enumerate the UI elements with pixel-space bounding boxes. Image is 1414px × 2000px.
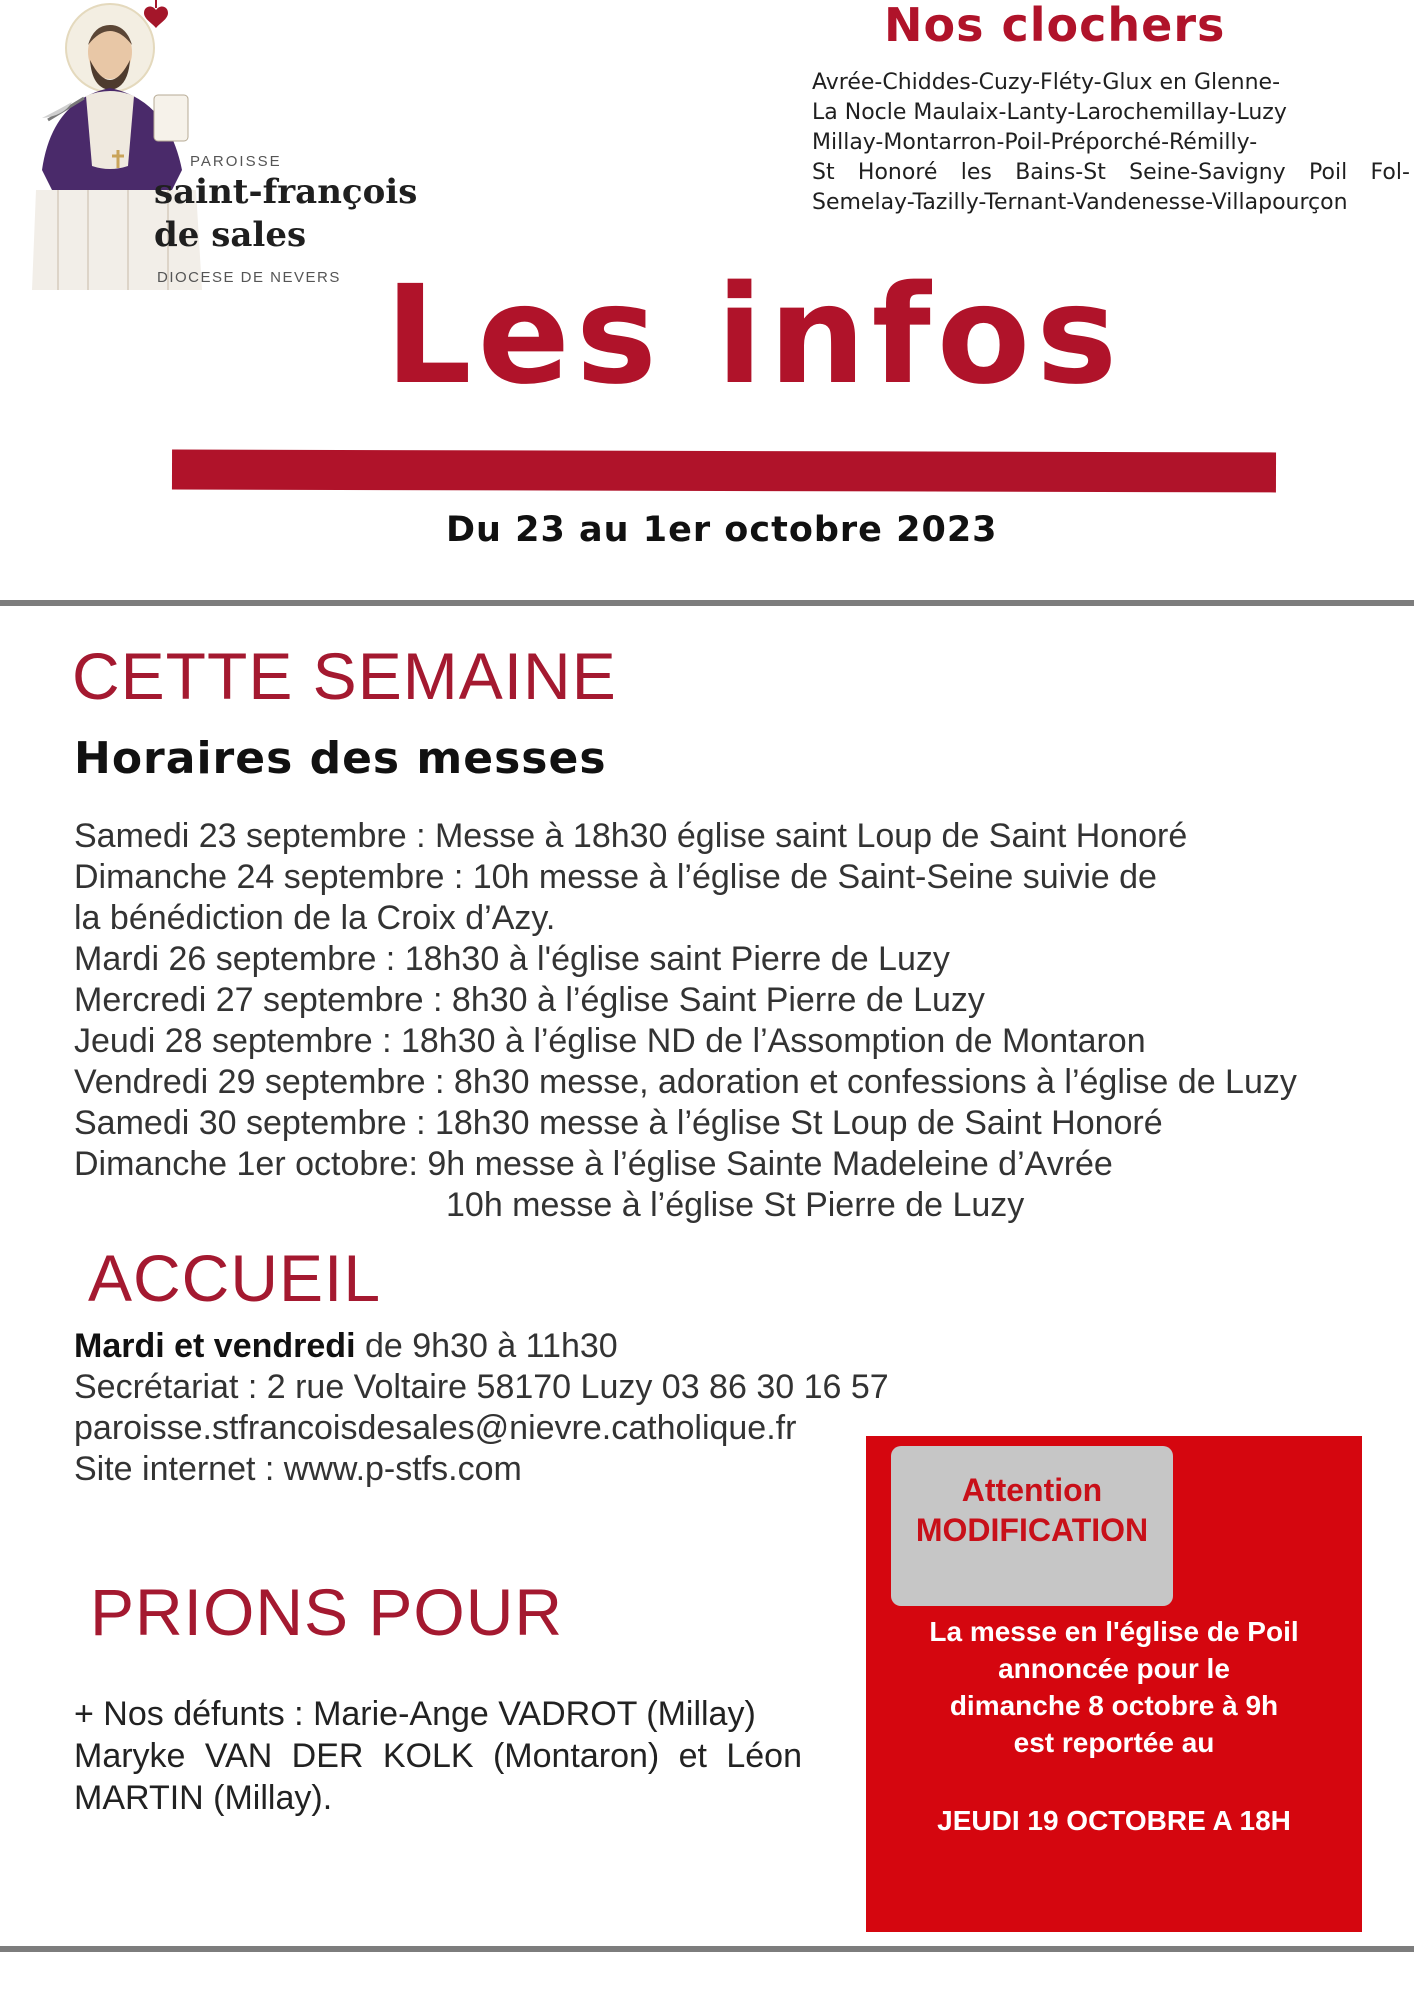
clochers-list [812,68,1412,218]
clochers-title: Nos clochers [884,0,1226,52]
clochers-line-justified: St Honoré les Bains-St Seine-Savigny Poil Fol- [812,160,1410,185]
email-address: paroisse.stfrancoisdesales@nievre.catholique.fr [74,1409,797,1447]
list-item: 10h messe à l’église St Pierre de Luzy [446,1186,1025,1224]
notice-text-line: est reportée au [1013,1727,1215,1758]
date-range: Du 23 au 1er octobre 2023 [446,510,998,550]
logo-paroisse-label: PAROISSE [190,153,282,170]
prions-line: + Nos défunts : Marie-Ange VADROT (Millay) [74,1695,756,1733]
prions-pour-text [74,1693,802,1819]
list-item: Samedi 23 septembre : Messe à 18h30 église saint Loup de Saint Honoré [74,817,1188,855]
opening-hours [74,1326,889,1367]
notice-text-line: dimanche 8 octobre à 9h [949,1690,1279,1721]
logo-diocese-label: DIOCESE DE NEVERS [157,269,341,286]
notice-text-line: La messe en l'église de Poil [929,1616,1299,1647]
logo-parish-name-line2: de sales [154,215,307,255]
notice-modification: MODIFICATION [915,1512,1149,1548]
accueil-info [74,1326,889,1490]
notice-attention: Attention [961,1472,1103,1508]
section-title-accueil: ACCUEIL [88,1241,382,1315]
notice-header [891,1446,1173,1606]
website: Site internet : www.p-stfs.com [74,1450,522,1488]
list-item: Vendredi 29 septembre : 8h30 messe, adoration et confessions à l’église de Luzy [74,1063,1297,1101]
clochers-line: Semelay-Tazilly-Ternant-Vandenesse-Villapourçon [812,190,1348,215]
clochers-line: Millay-Montarron-Poil-Préporché-Rémilly- [812,130,1258,155]
logo-parish-name-line1: saint-françois [154,172,418,212]
list-item: Mardi 26 septembre : 18h30 à l'église saint Pierre de Luzy [74,940,950,978]
mass-schedule-list [74,816,1404,1226]
mass-schedule-subtitle: Horaires des messes [74,733,607,784]
list-item: Dimanche 24 septembre : 10h messe à l’église de Saint-Seine suivie de [74,858,1157,896]
list-item: Dimanche 1er octobre: 9h messe à l’église Sainte Madeleine d’Avrée [74,1145,1113,1183]
section-title-prions-pour: PRIONS POUR [90,1575,564,1649]
section-title-cette-semaine: CETTE SEMAINE [72,639,617,713]
list-item: Mercredi 27 septembre : 8h30 à l’église Saint Pierre de Luzy [74,981,985,1019]
notice-text-line: annoncée pour le [998,1653,1230,1684]
prions-line: MARTIN (Millay). [74,1779,333,1817]
page-title: Les infos [385,257,1124,415]
prions-line-justified: Maryke VAN DER KOLK (Montaron) et Léon [74,1737,802,1775]
secretariat-address: Secrétariat : 2 rue Voltaire 58170 Luzy 03 86 30 16 57 [74,1368,889,1406]
list-item: Samedi 30 septembre : 18h30 messe à l’église St Loup de Saint Honoré [74,1104,1163,1142]
list-item: Jeudi 28 septembre : 18h30 à l’église ND de l’Assomption de Montaron [74,1022,1146,1060]
divider [0,1946,1414,1952]
modification-notice [866,1436,1362,1932]
title-underline [172,450,1276,493]
clochers-line: Avrée-Chiddes-Cuzy-Fléty-Glux en Glenne- [812,70,1281,95]
opening-days: Mardi et vendredi [74,1327,356,1365]
notice-new-date: JEUDI 19 OCTOBRE A 18H [937,1805,1291,1836]
clochers-line: La Nocle Maulaix-Lanty-Larochemillay-Luzy [812,100,1287,125]
opening-time: de 9h30 à 11h30 [355,1327,618,1365]
divider [0,600,1414,606]
list-item: la bénédiction de la Croix d’Azy. [74,899,556,937]
